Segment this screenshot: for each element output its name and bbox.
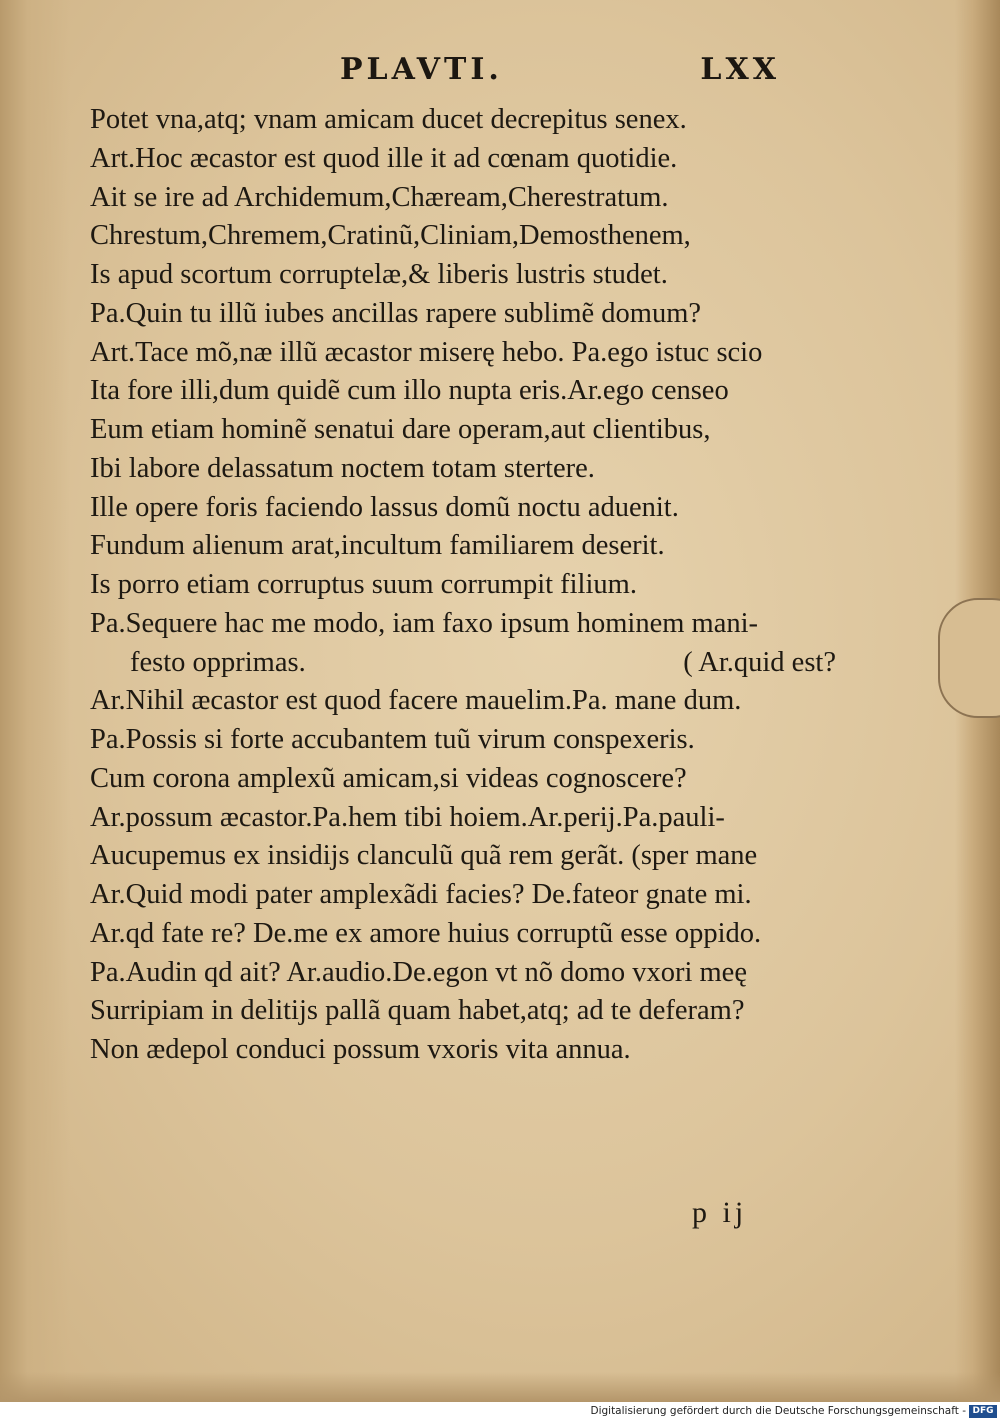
verse-line: Is porro etiam corruptus suum corrumpit filium.	[90, 569, 637, 600]
verse-line: Pa.Sequere hac me modo, iam faxo ipsum hominem mani-	[90, 607, 759, 639]
verse-line: Surripiam in delitijs pallã quam habet,atq; ad te deferam?	[90, 995, 745, 1027]
running-title: PLAVTI.	[340, 52, 503, 87]
signature-mark: p ij	[692, 1196, 748, 1229]
verse-line: Pa.Quin tu illũ iubes ancillas rapere sublimẽ domum?	[90, 297, 702, 329]
verse-line: Art.Hoc æcastor est quod ille it ad cœnam quotidie.	[90, 142, 678, 174]
verse-line: Chrestum,Chremem,Cratinũ,Cliniam,Demosthenem,	[90, 220, 691, 252]
verse-line: Ar.Quid modi pater amplexãdi facies? De.fateor gnate mi.	[90, 879, 752, 910]
verse-line: Ait se ire ad Archidemum,Chæream,Cherestratum.	[90, 181, 669, 213]
verse-line-text: festo opprimas.	[130, 646, 306, 678]
dfg-logo-icon: DFG	[969, 1405, 997, 1418]
folio-number: LXX	[700, 52, 780, 87]
verse-line: Fundum alienum arat,incultum familiarem deserit.	[90, 530, 665, 562]
digitization-footer	[0, 1402, 1000, 1422]
verse-line: Aucupemus ex insidijs clanculũ quã rem gerãt. (sper mane	[90, 840, 758, 872]
verse-line-continued	[90, 644, 880, 683]
verse-line: Pa.Audin qd ait? Ar.audio.De.egon vt nõ domo vxori meę	[90, 956, 747, 988]
page-bottom-shadow	[0, 1372, 1000, 1402]
verse-line: Eum etiam hominẽ senatui dare operam,aut clientibus,	[90, 414, 711, 445]
running-head	[340, 52, 780, 96]
verse-line: Ille opere foris faciendo lassus domũ noctu aduenit.	[90, 491, 679, 523]
thumb-index-tab	[938, 598, 1000, 718]
verse-line: Is apud scortum corruptelæ,& liberis lustris studet.	[90, 259, 668, 290]
verse-line: Ibi labore delassatum noctem totam stertere.	[90, 452, 595, 484]
verse-line: Ar.possum æcastor.Pa.hem tibi hoiem.Ar.perij.Pa.pauli-	[90, 801, 725, 833]
verse-text-block	[90, 101, 880, 1070]
verse-line: Non ædepol conduci possum vxoris vita annua.	[90, 1034, 631, 1065]
turnover-note: ( Ar.quid est?	[683, 646, 836, 678]
verse-line: Potet vna,atq; vnam amicam ducet decrepitus senex.	[90, 104, 687, 135]
verse-line: Ita fore illi,dum quidẽ cum illo nupta eris.Ar.ego censeo	[90, 375, 729, 407]
verse-line: Ar.Nihil æcastor est quod facere mauelim.Pa. mane dum.	[90, 685, 742, 717]
verse-line: Ar.qd fate re? De.me ex amore huius corruptũ esse oppido.	[90, 917, 762, 949]
verse-line: Cum corona amplexũ amicam,si videas cognoscere?	[90, 762, 687, 794]
verse-line: Pa.Possis si forte accubantem tuũ virum conspexeris.	[90, 724, 695, 755]
funding-credit: Digitalisierung gefördert durch die Deutsche Forschungsgemeinschaft -	[590, 1405, 966, 1417]
verse-line: Art.Tace mõ,næ illũ æcastor miserę hebo. Pa.ego istuc scio	[90, 336, 763, 368]
page-gutter-shadow	[0, 0, 70, 1402]
